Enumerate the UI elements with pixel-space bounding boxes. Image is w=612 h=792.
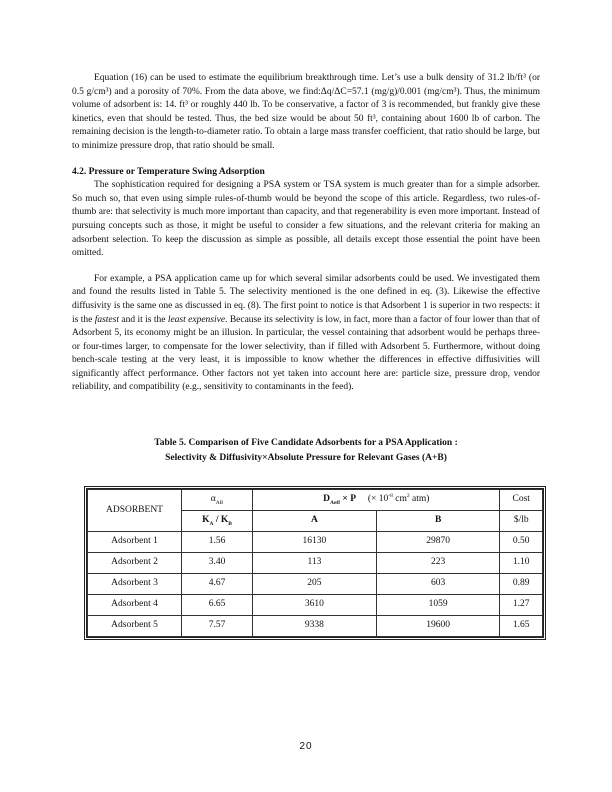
cell-deff-b: 29870 — [376, 532, 500, 553]
section-heading: 4.2. Pressure or Temperature Swing Adsorption — [72, 166, 265, 177]
cell-adsorbent-name: Adsorbent 1 — [88, 532, 182, 553]
cell-deff-a: 205 — [253, 574, 377, 595]
cell-selectivity: 3.40 — [182, 553, 253, 574]
header-cost-units: $/lb — [500, 511, 543, 532]
example-text-c: . Because its selectivity is low, in fact, more than a factor of four lower than that of Adsorbent 5, its economy might be an illusion. In particular, the vessel containing that adsorbent would be perhaps three- or four-times larger, to compensate for the lower selectivity, than if filled with Adsorbent 5. Furthermore, without doing bench-scale testing at the very least, it is impossible to know whether the differences in effective diffusivities will significantly affect performance. Other factors not yet taken into account here are: particle size, pressure drop, vendor reliability, and compatibility (e.g., sensitivity to contaminants in the feed). — [72, 314, 540, 393]
paragraph-breakthrough: Equation (16) can be used to estimate the equilibrium breakthrough time. Let’s use a bulk density of 31.2 lb/ft³ (or 0.5 g/cm³) and a porosity of 70%. From the data above, we find:Δq/ΔC=57.1 (mg/g)/0.001 (mg/cm³). Thus, the minimum volume of adsorbent is: 14. ft³ or roughly 440 lb. To be conservative, a factor of 3 is recommended, but frankly give these kinetics, even that should be tested. Thus, the bed size would be about 50 ft³, containing about 1600 lb of carbon. The remaining decision is the length-to-diameter ratio. To obtain a large mass transfer coefficient, that ratio should be large, but to minimize pressure drop, that ratio should be small. — [72, 73, 540, 151]
cell-adsorbent-name: Adsorbent 5 — [88, 616, 182, 637]
table-row — [88, 574, 543, 595]
table-body — [88, 532, 543, 637]
header-deff: $D_{Aeff} \times P$ (× $10^{-8}$ $cm^2$ atm) — [253, 490, 500, 511]
cell-selectivity: 6.65 — [182, 595, 253, 616]
cell-adsorbent-name: Adsorbent 2 — [88, 553, 182, 574]
cell-deff-b: 223 — [376, 553, 500, 574]
table-row — [88, 616, 543, 637]
cell-deff-a: 16130 — [253, 532, 377, 553]
cell-cost: 0.50 — [500, 532, 543, 553]
header-ka-kb: $K_A / K_B$ — [182, 511, 253, 532]
cell-adsorbent-name: Adsorbent 4 — [88, 595, 182, 616]
cell-cost: 0.89 — [500, 574, 543, 595]
adsorbent-table — [87, 489, 543, 637]
page-body — [72, 72, 540, 640]
cell-deff-a: 3610 — [253, 595, 377, 616]
table-caption — [72, 436, 540, 466]
header-col-b: B — [376, 511, 500, 532]
cell-deff-b: 19600 — [376, 616, 500, 637]
cell-selectivity: 1.56 — [182, 532, 253, 553]
cell-deff-a: 9338 — [253, 616, 377, 637]
cell-cost: 1.65 — [500, 616, 543, 637]
header-adsorbent: ADSORBENT — [88, 490, 182, 532]
cell-selectivity: 4.67 — [182, 574, 253, 595]
table-header-row-1 — [88, 490, 543, 511]
cell-deff-b: 603 — [376, 574, 500, 595]
table-row — [88, 553, 543, 574]
example-text-a: For example, a PSA application came up for which several similar adsorbents could be used. We investigated them and found the results listed in Table 5. The selectivity mentioned is the one defined in eq. (3). Likewise the effective diffusivity is the same one as discussed in eq. (8). The first point to notice is that Adsorbent 1 is superior in two respects: it is the — [72, 273, 540, 325]
fastest-emphasis: fastest — [94, 314, 119, 325]
header-cost: Cost — [500, 490, 543, 511]
cell-cost: 1.27 — [500, 595, 543, 616]
paragraph-example — [72, 273, 540, 395]
cell-deff-b: 1059 — [376, 595, 500, 616]
table-caption-line2: Selectivity & Diffusivity×Absolute Pressure for Relevant Gases (A+B) — [165, 453, 447, 464]
cell-cost: 1.10 — [500, 553, 543, 574]
cell-adsorbent-name: Adsorbent 3 — [88, 574, 182, 595]
header-col-a: A — [253, 511, 377, 532]
table-row — [88, 595, 543, 616]
page-number: 20 — [299, 741, 313, 752]
table-caption-line1: Table 5. Comparison of Five Candidate Adsorbents for a PSA Application : — [154, 438, 458, 449]
cell-deff-a: 113 — [253, 553, 377, 574]
header-alpha: $\alpha_{AB}$ — [182, 490, 253, 511]
table-frame — [84, 486, 546, 640]
table-row — [88, 532, 543, 553]
cell-selectivity: 7.57 — [182, 616, 253, 637]
paragraph-psa-tsa: The sophistication required for designing a PSA system or TSA system is much greater than for a simple adsorber. So much so, that even using simple rules-of-thumb would be beyond the scope of this article. Regardless, two rules-of-thumb are: that selectivity is much more important than capacity, and that regenerability is even more important. Instead of pursuing concepts such as those, it might be useful to consider a few situations, and the relevant criteria for making an adsorbent selection. To keep the discussion as simple as possible, all details except those essential the point have been omitted. — [72, 180, 540, 259]
example-text-b: and it is the — [118, 314, 168, 325]
least-expensive-emphasis: least expensive — [167, 314, 226, 325]
